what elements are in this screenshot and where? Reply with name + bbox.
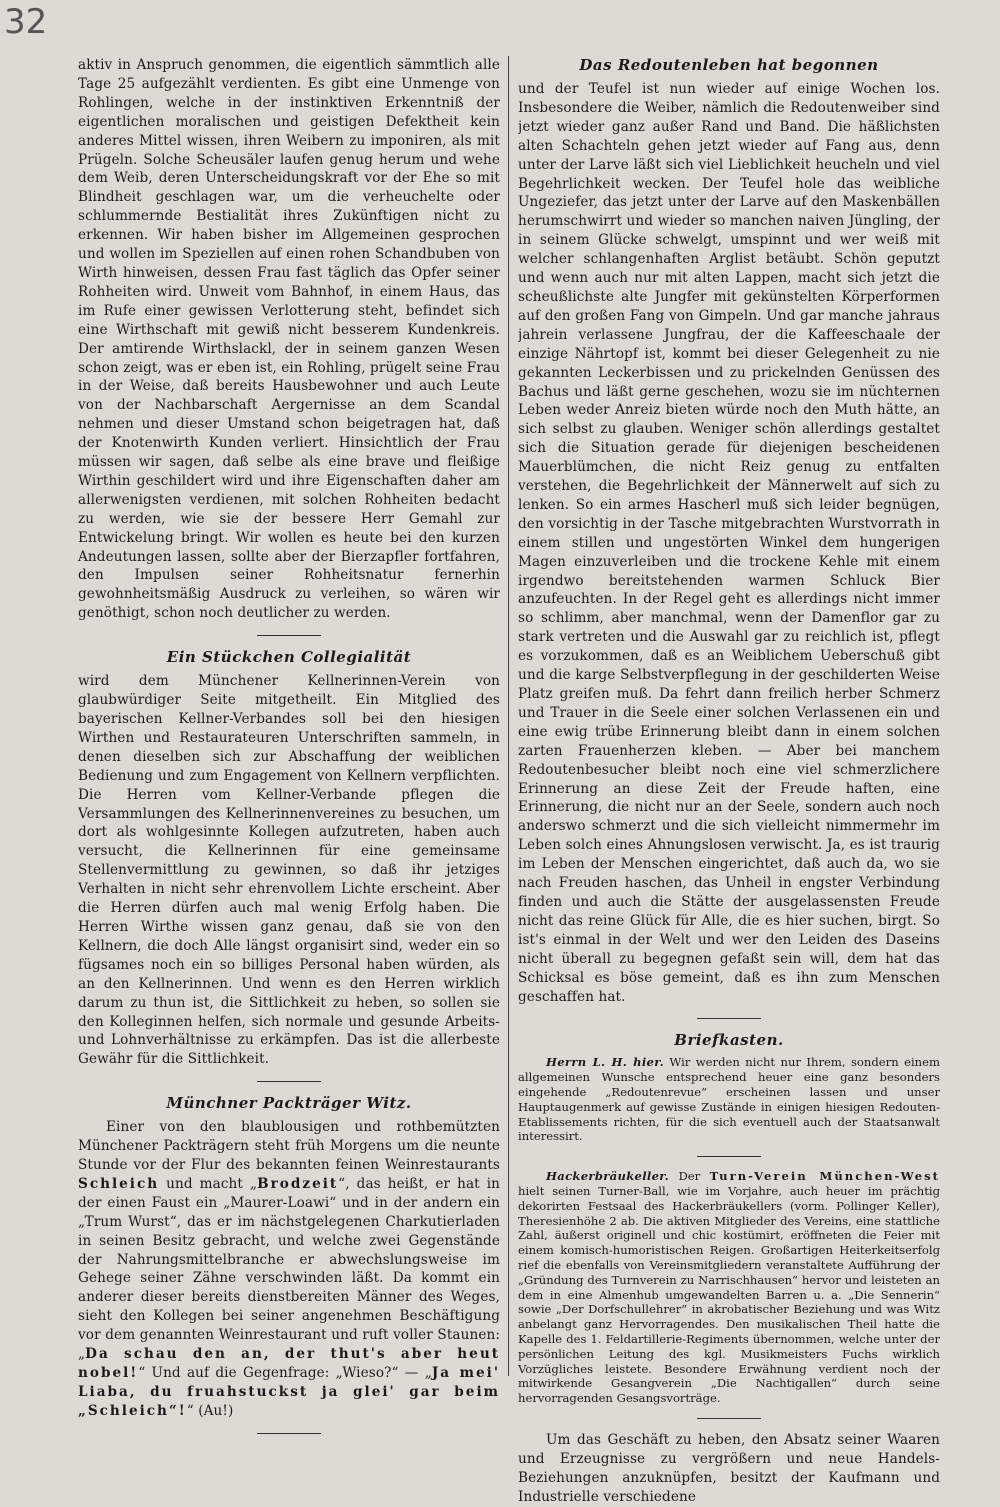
heading-collegialitaet: Ein Stückchen Collegialität (166, 648, 412, 667)
page-number: 32 (4, 2, 48, 42)
right-column (518, 56, 940, 1507)
column-divider (508, 56, 509, 1376)
article-redoutenleben-text: und der Teufel ist nun wieder auf einige Wochen los. Insbesondere die Weiber, nämlich die Redoutenweiber sind jetzt wieder ganz außer Rand und Band. Die häßlichsten alten Schachteln gehen jetzt wieder auf Fang aus, denn unter der Larve läßt sich viel Lieblichkeit heucheln und viel Begehrlichkeit wecken. Der Teufel hole das weibliche Ungeziefer, das jetzt unter der Larve auf den Maskenbällen herumschwirrt und wieder so manchen naiven Jüngling, der in seinem Glücke schwelgt, umspinnt und wer weiß mit welcher schlangenhaften Arglist betäubt. Schön geputzt und wenn auch nur mit alten Lappen, macht sich jetzt die scheußlichste alte Jungfer mit gekünstelten Körperformen auf den großen Fang von Gimpeln. Und gar manche jahraus jahrein verlassene Jungfrau, der die Kaffeeschaale der einzige Nährtopf ist, kommt bei dieser Gelegenheit zu nie gekannten Leckerbissen und zu prickelnden Genüssen des Bachus und läßt gerne geschehen, wozu sie im nüchternen Leben weder Anreiz bieten würde noch den Muth hätte, an sich selbst zu glauben. Weniger schön allerdings gestaltet sich die Situation gerade für diejenigen bescheidenen Mauerblümchen, die nicht Reiz genug zu entfalten verstehen, die Begehrlichkeit der Männerwelt auf sich zu lenken. So ein armes Hascherl muß sich leider begnügen, den vorsichtig in der Tasche mitgebrachten Wurstvorrath in einem stillen und ungestörten Winkel dem hungerigen Magen einzuverleiben und die trockene Kehle mit einem irgendwo bereitstehenden warmen Schluck Bier anzufeuchten. In der Regel geht es allerdings nicht immer so schlimm, aber manchmal, wenn der Damenflor gar zu stark vertreten und die Auswahl gar zu reichlich ist, pflegt es vorzukommen, daß es an Weiblichem Ueberschuß gibt und die karge Selbstverpflegung in der geschilderten Weise Platz greifen muß. Da fehrt dann freilich herber Schmerz und Trauer in die Seele einer solchen Verlassenen ein und eine ewig trübe Erinnerung bleibt dann in einem solchen zarten Frauenherzen kleben. — Aber bei manchem Redoutenbesucher bleibt noch eine viel schmerzlichere Erinnerung an diese Zeit der Freude haften, eine Erinnerung, die nicht nur an der Seele, sondern auch noch anderswo schmerzt und die sich vielleicht nimmermehr im Leben solch eines Ahnungslosen verwischt. Ja, es ist traurig im Leben der Menschen eingerichtet, daß auch da, wo sie nach Freuden haschen, das Unheil in engster Verbindung finden und auch die Stätte der ausgelassensten Freude nicht das reine Glück für Alle, die es hier suchen, birgt. So ist's einmal in der Welt und wer den Leiden des Daseins nicht überall zu begegnen gefaßt sein will, dem hat das Schicksal es böse gemeint, daß es ihn zum Menschen geschaffen hat. (518, 81, 940, 1005)
article-wirth-text: aktiv in Anspruch genommen, die eigentlich sämmtlich alle Tage 25 aufgezählt verdienten. Es gibt eine Unmenge von Rohlingen, welche in der instinktiven Erkenntniß der eigentlichen moralischen und geistigen Defektheit kein anderes Mittel wissen, ihren Weibern zu imponiren, als mit Prügeln. Solche Scheusäler laufen genug herum und wehe dem Weib, deren Unterscheidungskraft vor der Ehe so mit Blindheit geschlagen war, um die verheuchelte oder schlummernde Bestialität ihres Zukünftigen nicht zu erkennen. Wir haben bisher im Allgemeinen gesprochen und wollen im Speziellen auf einen rohen Schandbuben von Wirth hinweisen, dessen Frau fast täglich das Opfer seiner Rohheiten wird. Unweit vom Bahnhof, in einem Haus, das im Rufe einer gewissen Verlotterung steht, befindet sich eine Wirthschaft mit gewiß nicht besserem Kundenkreis. Der amtirende Wirthslackl, der in seinem ganzen Wesen schon zeigt, was er eben ist, ein Rohling, prügelt seine Frau in der Weise, daß bereits Hausbewohner und auch Leute von der Nachbarschaft Aergernisse an dem Scandal nehmen und dieser Umstand schon beigetragen hat, daß der Knotenwirth Kunden verliert. Hinsichtlich der Frau müssen wir sagen, daß selbe als eine brave und fleißige Wirthin geschildert wird und ihre Eigenschaften daher am allerwenigsten verdienen, mit solchen Rohheiten bedacht zu werden, wie sie der bessere Herr Gemahl zur Entwickelung bringt. Wir wollen es heute bei den kurzen Andeutungen lassen, sollte aber der Bierzapfler fortfahren, den Impulsen seiner Rohheitsnatur fernerhin gewohnheitsmäßig Ausdruck zu verleihen, so wären wir genöthigt, schon noch deutlicher zu werden. (78, 57, 500, 622)
section-rule (697, 1018, 761, 1019)
section-rule (697, 1156, 761, 1157)
article-packtraeger-text: Einer von den blaublousigen und rothbemützten Münchener Packträgern steht früh Morgens um die neunte Stunde vor der Flur des bekannten feinen Weinrestaurants Schleich und macht „Brodzeit“, das heißt, er hat in der einen Faust ein „Maurer-Loawi“ und in der andern ein „Trum Wurst“, das er im nächstgelegenen Charkutierladen in seinen Besitz gebracht, und welche zwei Gegenstände der Nahrungsmittelbranche er abwechslungsweise im Gehege seiner Zähne verschwinden läßt. Da kommt ein anderer dieser bereits dienstbereiten Männer des Weges, sieht den Kollegen bei seiner angenehmen Beschäftigung vor dem genannten Weinrestaurant und ruft voller Staunen: „Da schau den an, der thut's aber heut nobel!“ Und auf die Gegenfrage: „Wieso?“ — „Ja mei' Liaba, du fruahstuckst ja glei' gar beim „Schleich“!“ (Au!) (78, 1119, 500, 1419)
section-rule (257, 1081, 321, 1082)
briefkasten-entry: Herrn L. H. hier. Wir werden nicht nur Ihrem, sondern einem allgemeinen Wunsche entsprechend heuer eine ganz besonders eingehende „Redoutenrevue“ erscheinen lassen und unser Hauptaugenmerk auf gewisse Zustände in einigen hiesigen Redouten-Etablissements richten, für die sich eventuell auch der Staatsanwalt interessirt. (518, 1055, 940, 1144)
hackerbraeukeller-entry: Hackerbräukeller. Der Turn-Verein München-West hielt seinen Turner-Ball, wie im Vorjahre, auch heuer im prächtig dekorirten Festsaal des Hackerbräukellers (vorm. Pollinger Keller), Theresienhöhe 2 ab. Die aktiven Mitglieder des Vereins, eine stattliche Zahl, äußerst originell und chic kostümirt, eröffneten die Feier mit einem komisch-humoristischen Reigen. Großartigen Heiterkeitserfolg rief die ebenfalls von Vereinsmitgliedern veranstaltete Aufführung der „Gründung des Turnverein zu Narrischhausen“ hervor und leisteten an dem in eine Almenhub umgewandelten Barren u. a. „Die Sennerin“ sowie „Der Dorfschullehrer“ in akrobatischer Beziehung und was Witz anbelangt ganz Hervorragendes. Den musikalischen Theil hatte die Kapelle des 1. Feldartillerie-Regiments übernommen, welche unter der persönlichen Leitung des kgl. Musikmeisters Fuchs wirklich Vorzügliches leistete. Besondere Erwähnung verdient noch der mitwirkende Gesangverein „Die Nachtigallen“ durch seine hervorragenden Gesangsvorträge. (518, 1169, 940, 1406)
left-column (78, 56, 500, 1446)
section-rule (697, 1418, 761, 1419)
section-rule (257, 635, 321, 636)
heading-briefkasten: Briefkasten. (674, 1031, 784, 1050)
section-rule (257, 1433, 321, 1434)
heading-redoutenleben: Das Redoutenleben hat begonnen (579, 56, 879, 74)
heading-packtraeger-witz: Münchner Packträger Witz. (166, 1094, 412, 1113)
article-geschaeft-text: Um das Geschäft zu heben, den Absatz seiner Waaren und Erzeugnisse zu vergrößern und neue Handels-Beziehungen anzuknüpfen, besitzt der Kaufmann und Industrielle verschiedene (518, 1431, 940, 1505)
article-collegialitaet-text: wird dem Münchener Kellnerinnen-Verein von glaubwürdiger Seite mitgetheilt. Ein Mitglied des bayerischen Kellner-Verbandes soll bei den hiesigen Wirthen und Restaurateuren Unterschriften sammeln, in denen dieselben sich zur Abschaffung der weiblichen Bedienung und zum Engagement von Kellnern verpflichten. Die Herren vom Kellner-Verbande pflegen die Versammlungen des Kellnerinnenvereines zu besuchen, um dort als wohlgesinnte Kollegen aufzutreten, haben auch versucht, die Kellnerinnen für eine gemeinsame Stellenvermittlung zu gewinnen, so daß ihr jetziges Verhalten in nicht sehr ehrenvollem Lichte erscheint. Aber die Herren dürfen auch mal wenig Erfolg haben. Die Herren Wirthe wissen ganz genau, daß sie von den Kellnern, die doch Alle längst organisirt sind, weder ein so fügsames noch ein so billiges Personal haben würden, als an den Kellnerinnen. Und wenn es den Herren wirklich darum zu thun ist, die Sittlichkeit zu heben, so sollen sie den Kolleginnen helfen, sich normale und gesunde Arbeits- und Lohnverhältnisse zu erkämpfen. Das ist die allerbeste Gewähr für die Sittlichkeit. (78, 673, 500, 1068)
